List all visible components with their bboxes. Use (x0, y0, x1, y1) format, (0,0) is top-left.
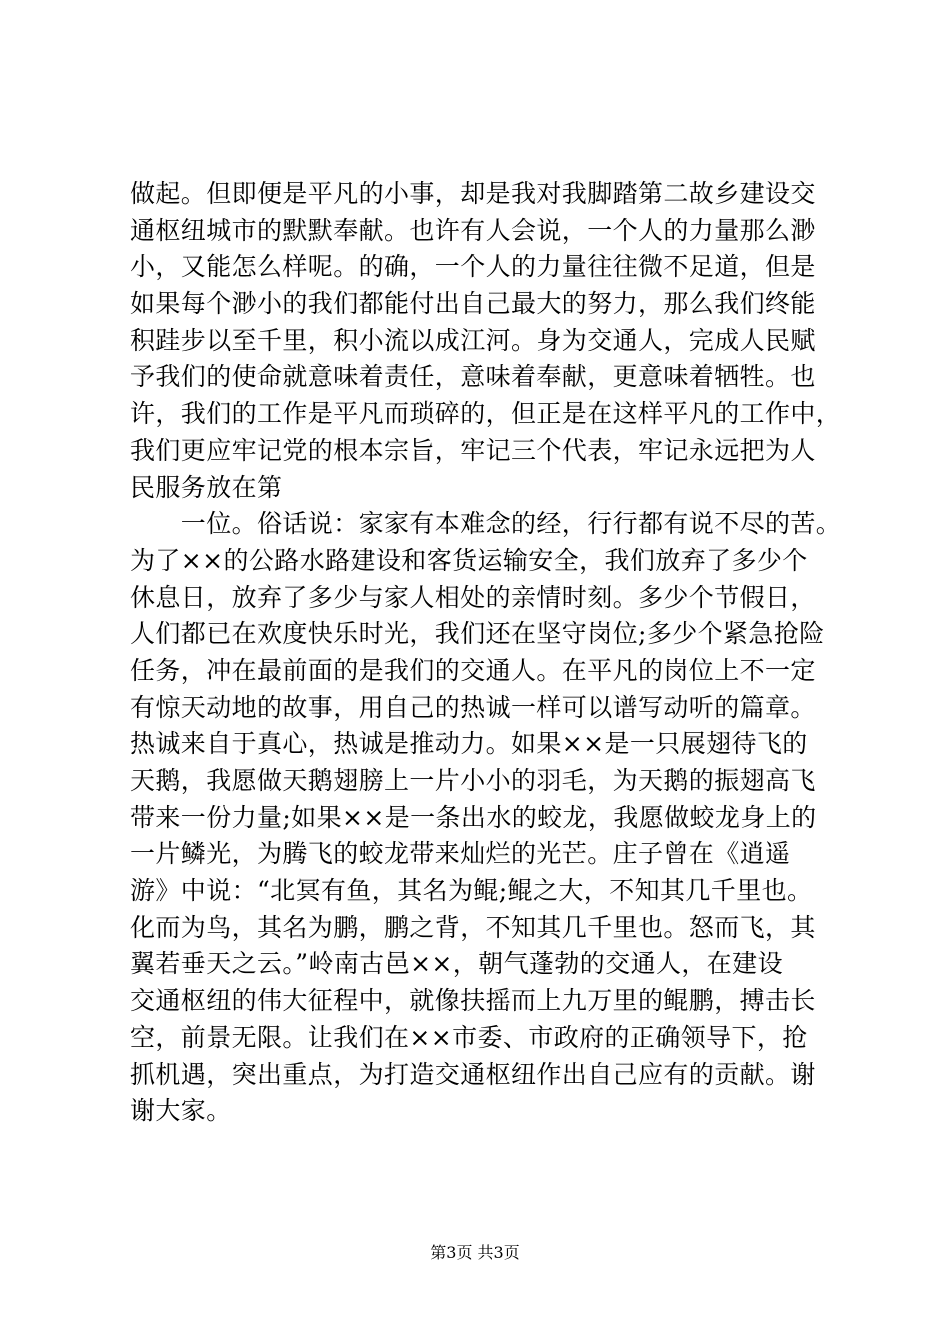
text-line: 人们都已在欢度快乐时光，我们还在坚守岗位;多少个紧急抢险 (130, 619, 825, 649)
text-line: 休息日，放弃了多少与家人相处的亲情时刻。多少个节假日， (130, 582, 816, 612)
text-line: 民服务放在第 (130, 472, 283, 502)
page-footer (0, 1243, 950, 1263)
text-line: 天鹅，我愿做天鹅翅膀上一片小小的羽毛，为天鹅的振翅高飞 (130, 766, 816, 795)
text-line: 热诚来自于真心，热诚是推动力。如果××是一只展翅待飞的 (130, 729, 808, 759)
text-line: 有惊天动地的故事，用自己的热诚一样可以谱写动听的篇章。 (130, 692, 816, 722)
text-line: 为了××的公路水路建设和客货运输安全，我们放弃了多少个 (130, 545, 808, 575)
text-line: 小，又能怎么样呢。的确，一个人的力量往往微不足道，但是 (130, 252, 816, 282)
text-line: 交通枢纽的伟大征程中，就像扶摇而上九万里的鲲鹏，搏击长 (130, 986, 816, 1016)
text-line: 予我们的使命就意味着责任，意味着奉献，更意味着牺牲。也 (130, 362, 816, 392)
text-line: 空，前景无限。让我们在××市委、市政府的正确领导下，抢 (130, 1022, 808, 1052)
text-line: 任务，冲在最前面的是我们的交通人。在平凡的岗位上不一定 (130, 655, 816, 685)
text-line: 做起。但即便是平凡的小事，却是我对我脚踏第二故乡建设交 (130, 179, 816, 208)
text-line: 如果每个渺小的我们都能付出自己最大的努力，那么我们终能 (130, 289, 816, 319)
text-line: 积跬步以至千里，积小流以成江河。身为交通人，完成人民赋 (130, 325, 816, 355)
text-line: 翼若垂天之云。”岭南古邑××，朝气蓬勃的交通人，在建设 (130, 949, 783, 979)
text-line: 化而为鸟，其名为鹏，鹏之背，不知其几千里也。怒而飞，其 (130, 912, 816, 942)
page-number-label: 第3页 共3页 (430, 1243, 520, 1262)
text-line: 游》中说：“北冥有鱼，其名为鲲;鲲之大，不知其几千里也。 (130, 876, 813, 906)
text-line: 许，我们的工作是平凡而琐碎的，但正是在这样平凡的工作中， (130, 399, 842, 429)
text-line: 谢大家。 (130, 1096, 232, 1126)
text-line: 抓机遇，突出重点，为打造交通枢纽作出自己应有的贡献。谢 (130, 1059, 816, 1089)
text-line: 一片鳞光，为腾飞的蛟龙带来灿烂的光芒。庄子曾在《逍遥 (130, 839, 791, 869)
text-line: 我们更应牢记党的根本宗旨，牢记三个代表，牢记永远把为人 (130, 435, 816, 465)
text-line: 带来一份力量;如果××是一条出水的蛟龙，我愿做蛟龙身上的 (130, 802, 817, 832)
text-line: 一位。俗话说：家家有本难念的经，行行都有说不尽的苦。 (130, 509, 842, 539)
body-text (130, 176, 842, 1130)
text-line: 通枢纽城市的默默奉献。也许有人会说，一个人的力量那么渺 (130, 215, 816, 245)
